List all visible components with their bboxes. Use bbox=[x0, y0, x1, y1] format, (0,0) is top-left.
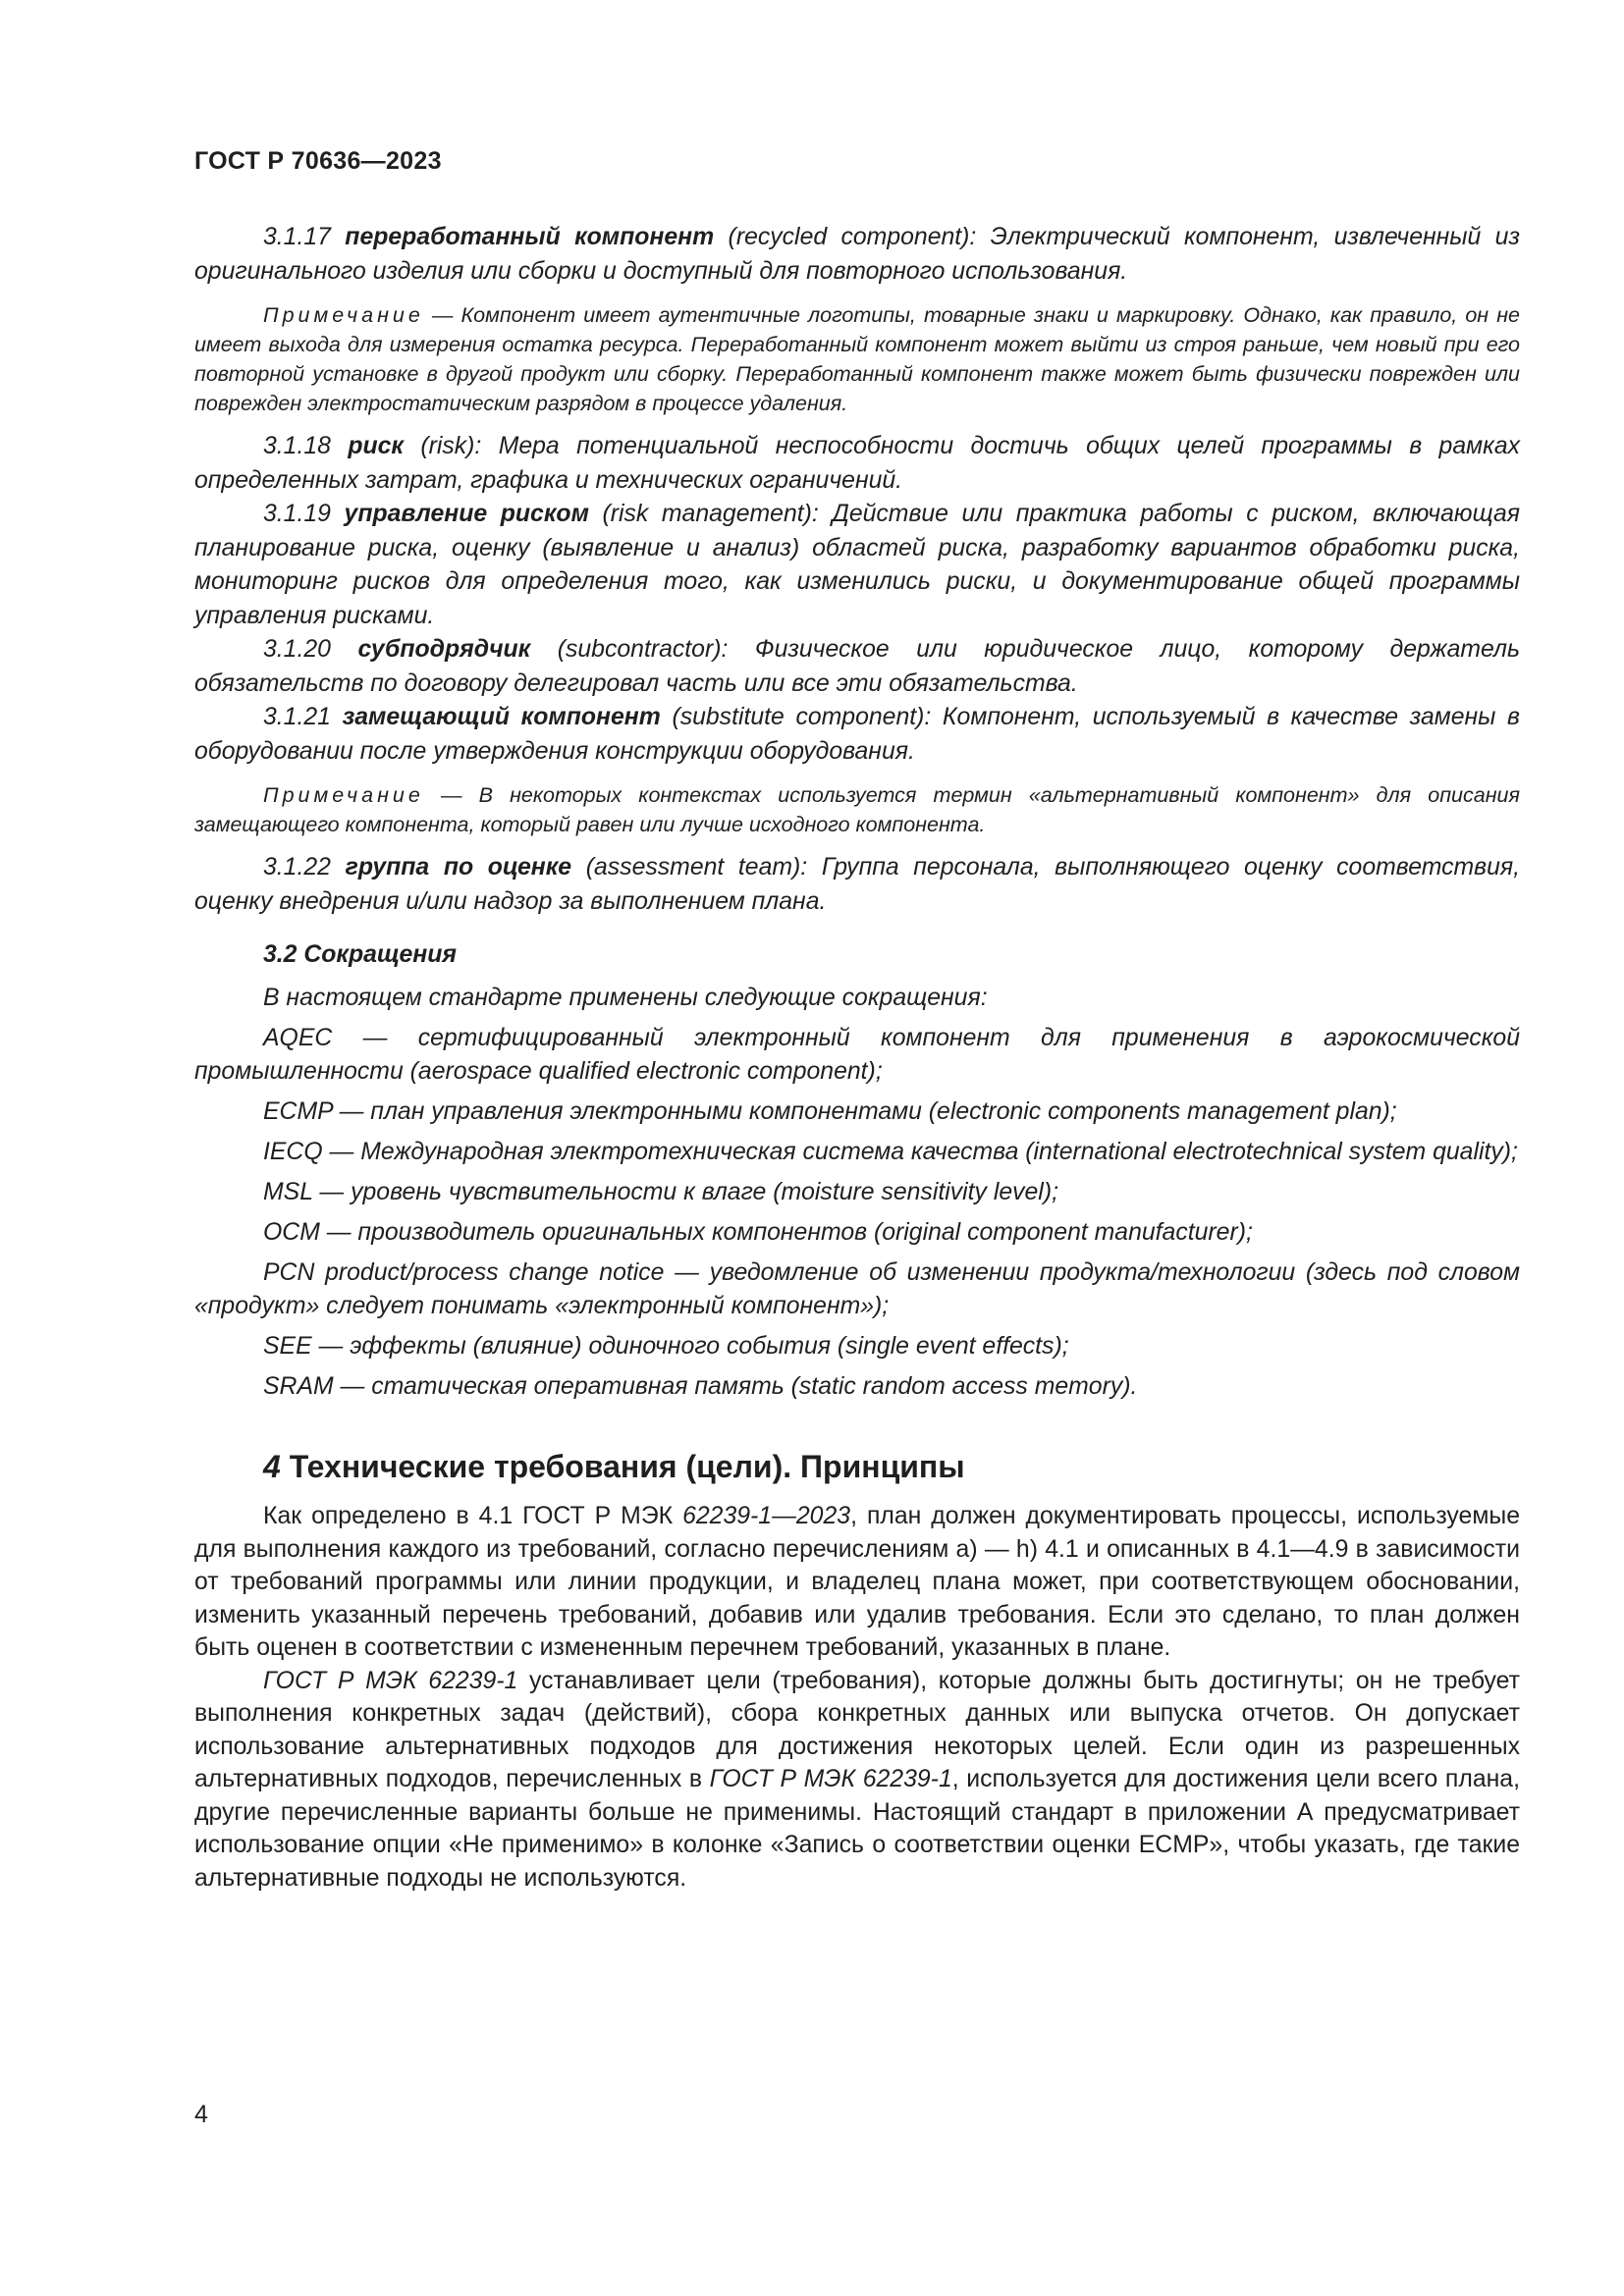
term-name: переработанный компонент bbox=[345, 224, 715, 250]
term-3-1-22: 3.1.22 группа по оценке (assessment team): Группа персонала, выполняющего оценку соответствия, оценку внедрения и/или надзор за выполнением плана. bbox=[194, 854, 1521, 915]
abbreviation-item: ECMP — план управления электронными компонентами (electronic components management plan); bbox=[263, 1098, 1397, 1125]
term-name: управление риском bbox=[344, 501, 589, 527]
subsection-intro: В настоящем стандарте применены следующие сокращения: bbox=[263, 985, 988, 1011]
section-4-title: 4 Технические требования (цели). Принципы bbox=[263, 1449, 965, 1484]
term-3-1-20: 3.1.20 субподрядчик (subcontractor): Физическое или юридическое лицо, которому держатель обязательств по договору делегировал часть или все эти обязательства. bbox=[194, 636, 1521, 697]
term-name: риск bbox=[348, 433, 404, 459]
note-2: Примечание — В некоторых контекстах используется термин «альтернативный компонент» для описания замещающего компонента, который равен или лучше исходного компонента. bbox=[194, 783, 1520, 836]
term-3-1-19: 3.1.19 управление риском (risk management): Действие или практика работы с риском, включающая планирование риска, оценку (выявление и анализ) областей риска, разработку вариантов обработки риска, мониторинг рисков для определения того, как изменились риски, и документирование общей программы управления рисками. bbox=[194, 501, 1521, 629]
abbreviation-item: IECQ — Международная электротехническая система качества (international electrotechnical system quality); bbox=[263, 1139, 1518, 1165]
term-name: субподрядчик bbox=[357, 636, 531, 663]
abbreviation-item: SRAM — статическая оперативная память (static random access memory). bbox=[263, 1373, 1138, 1400]
note-label: Примечание bbox=[263, 303, 424, 327]
section-4-paragraph-1: Как определено в 4.1 ГОСТ Р МЭК 62239-1—2023, план должен документировать процессы, используемые для выполнения каждого из требований, согласно перечислениям а) — h) 4.1 и описанных в 4.1—4.9 в зависимости от требований программы или линии продукции, и владелец плана может, при соответствующем обосновании, изменить указанный перечень требований, добавив или удалив требования. Если это сделано, то план должен быть оценен в соответствии с измененным перечнем требований, указанных в плане. bbox=[194, 1503, 1520, 1661]
term-3-1-17: 3.1.17 переработанный компонент (recycled component): Электрический компонент, извлеченный из оригинального изделия или сборки и доступный для повторного использования. bbox=[194, 224, 1521, 285]
page-number: 4 bbox=[194, 2101, 208, 2128]
abbreviation-item: PCN product/process change notice — уведомление об изменении продукта/технологии (здесь под словом «продукт» следует понимать «электронный компонент»); bbox=[194, 1259, 1520, 1319]
subsection-title: 3.2 Сокращения bbox=[263, 941, 458, 968]
term-3-1-21: 3.1.21 замещающий компонент (substitute component): Компонент, используемый в качестве замены в оборудовании после утверждения конструкции оборудования. bbox=[194, 704, 1520, 765]
note-label: Примечание bbox=[263, 783, 424, 807]
term-name: группа по оценке bbox=[345, 854, 572, 881]
page-content bbox=[194, 221, 1520, 1895]
abbreviation-item: AQEC — сертифицированный электронный компонент для применения в аэрокосмической промышленности (aerospace qualified electronic component); bbox=[194, 1025, 1520, 1085]
term-name: замещающий компонент bbox=[342, 704, 661, 730]
note-1: Примечание — Компонент имеет аутентичные логотипы, товарные знаки и маркировку. Однако, как правило, он не имеет выхода для измерения остатка ресурса. Переработанный компонент может выйти из строя раньше, чем новый при его повторной установке в другой продукт или сборку. Переработанный компонент также может быть физически поврежден или поврежден электростатическим разрядом в процессе удаления. bbox=[194, 303, 1520, 415]
term-3-1-18: 3.1.18 риск (risk): Мера потенциальной неспособности достичь общих целей программы в рамках определенных затрат, графика и технических ограничений. bbox=[194, 433, 1521, 494]
section-4-paragraph-2: ГОСТ Р МЭК 62239-1 устанавливает цели (требования), которые должны быть достигнуты; он не требует выполнения конкретных задач (действий), сбора конкретных данных или выпуска отчетов. Он допускает использование альтернативных подходов для достижения некоторых целей. Если один из разрешенных альтернативных подходов, перечисленных в ГОСТ Р МЭК 62239-1, используется для достижения цели всего плана, другие перечисленные варианты больше не применимы. Настоящий стандарт в приложении А предусматривает использование опции «Не применимо» в колонке «Запись о соответствии оценки ECMP», чтобы указать, где такие альтернативные подходы не используются. bbox=[194, 1667, 1520, 1892]
abbreviation-item: OCM — производитель оригинальных компонентов (original component manufacturer); bbox=[263, 1219, 1253, 1246]
abbreviation-item: SEE — эффекты (влияние) одиночного события (single event effects); bbox=[263, 1333, 1069, 1360]
document-header: ГОСТ Р 70636—2023 bbox=[194, 147, 442, 175]
abbreviation-item: MSL — уровень чувствительности к влаге (moisture sensitivity level); bbox=[263, 1179, 1058, 1205]
